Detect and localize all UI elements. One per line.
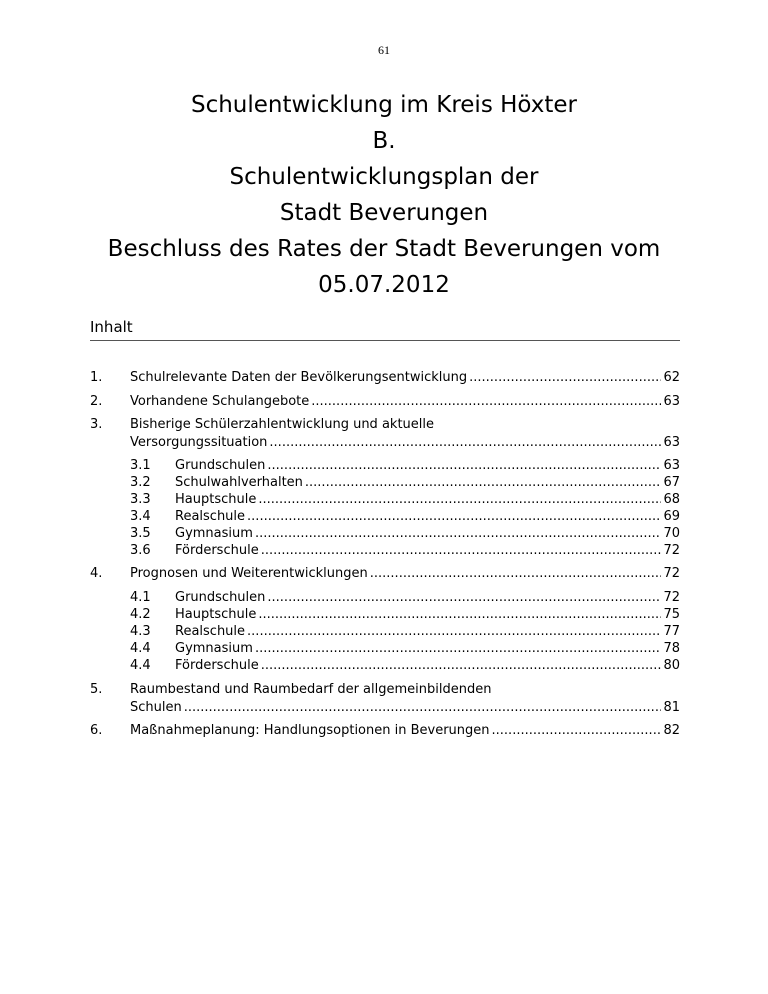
toc-subentry bbox=[90, 640, 680, 658]
title-line: Schulentwicklungsplan der bbox=[229, 164, 539, 190]
toc-title: Vorhandene Schulangebote bbox=[130, 394, 310, 409]
toc-page: 69 bbox=[663, 509, 680, 524]
toc-title-line: Bisherige Schülerzahlentwicklung und aktuelle bbox=[130, 417, 434, 432]
toc-page: 72 bbox=[663, 543, 680, 558]
toc-subentry bbox=[90, 474, 680, 492]
toc-title: Schulwahlverhalten bbox=[175, 475, 303, 490]
toc-page: 81 bbox=[663, 700, 680, 715]
toc-title: Versorgungssituation bbox=[130, 435, 268, 450]
toc-title: Förderschule bbox=[175, 658, 259, 673]
toc-number: 5. bbox=[90, 682, 103, 697]
toc-page: 72 bbox=[663, 566, 680, 581]
toc-subentry bbox=[90, 623, 680, 641]
toc-title: Grundschulen bbox=[175, 590, 266, 605]
toc-entry-continued bbox=[90, 699, 680, 717]
toc-title: Hauptschule bbox=[175, 607, 257, 622]
toc-title: Grundschulen bbox=[175, 458, 266, 473]
title-line: 05.07.2012 bbox=[318, 272, 450, 298]
toc-number: 3.5 bbox=[130, 526, 151, 541]
toc-page: 80 bbox=[663, 658, 680, 673]
title-line: Stadt Beverungen bbox=[279, 200, 489, 226]
toc-entry bbox=[90, 393, 680, 411]
toc-number: 4.4 bbox=[130, 658, 151, 673]
title-line: B. bbox=[372, 128, 396, 154]
toc-number: 3.1 bbox=[130, 458, 151, 473]
toc-number: 3.3 bbox=[130, 492, 151, 507]
toc-title: Realschule bbox=[175, 509, 246, 524]
toc-title: Realschule bbox=[175, 624, 246, 639]
toc-number: 3.4 bbox=[130, 509, 151, 524]
toc-subentry bbox=[90, 491, 680, 509]
toc-subentry bbox=[90, 542, 680, 560]
toc-title: Hauptschule bbox=[175, 492, 257, 507]
toc-page: 63 bbox=[663, 394, 680, 409]
toc-number: 4.2 bbox=[130, 607, 151, 622]
toc-entry bbox=[90, 416, 680, 434]
toc-number: 3.6 bbox=[130, 543, 151, 558]
title-line: Beschluss des Rates der Stadt Beverungen vom bbox=[107, 236, 661, 262]
document-title bbox=[60, 87, 708, 303]
toc-number: 6. bbox=[90, 723, 103, 738]
toc-title: Maßnahmeplanung: Handlungsoptionen in Beverungen bbox=[130, 723, 490, 738]
toc-page: 82 bbox=[663, 723, 680, 738]
toc-page: 63 bbox=[663, 435, 680, 450]
toc-number: 1. bbox=[90, 370, 103, 385]
toc-subentry bbox=[90, 508, 680, 526]
toc-number: 4.1 bbox=[130, 590, 151, 605]
toc-number: 2. bbox=[90, 394, 103, 409]
toc-title: Gymnasium bbox=[175, 526, 253, 541]
toc-page: 70 bbox=[663, 526, 680, 541]
toc-subentry bbox=[90, 457, 680, 475]
toc-subentry bbox=[90, 657, 680, 675]
toc-page: 77 bbox=[663, 624, 680, 639]
toc-title: Förderschule bbox=[175, 543, 259, 558]
toc-page: 78 bbox=[663, 641, 680, 656]
title-line: Schulentwicklung im Kreis Höxter bbox=[190, 92, 578, 118]
toc-entry bbox=[90, 369, 680, 387]
toc-subentry bbox=[90, 606, 680, 624]
toc-subentry bbox=[90, 589, 680, 607]
toc-page: 67 bbox=[663, 475, 680, 490]
toc-number: 4. bbox=[90, 566, 103, 581]
toc-page: 62 bbox=[663, 370, 680, 385]
toc-page: 63 bbox=[663, 458, 680, 473]
toc-heading: Inhalt bbox=[90, 318, 133, 336]
page-number: 61 bbox=[378, 43, 390, 57]
toc-title: Gymnasium bbox=[175, 641, 253, 656]
heading-divider bbox=[90, 340, 680, 341]
toc-number: 3. bbox=[90, 417, 103, 432]
toc-page: 72 bbox=[663, 590, 680, 605]
toc-page: 68 bbox=[663, 492, 680, 507]
toc-number: 4.3 bbox=[130, 624, 151, 639]
toc-title: Prognosen und Weiterentwicklungen bbox=[130, 566, 368, 581]
toc-title: Schulen bbox=[130, 700, 182, 715]
toc-number: 3.2 bbox=[130, 475, 151, 490]
toc-entry-continued bbox=[90, 434, 680, 452]
toc-entry bbox=[90, 722, 680, 740]
toc-entry bbox=[90, 565, 680, 583]
toc-entry bbox=[90, 681, 680, 699]
toc-number: 4.4 bbox=[130, 641, 151, 656]
toc-subentry bbox=[90, 525, 680, 543]
toc-title-line: Raumbestand und Raumbedarf der allgemeinbildenden bbox=[130, 682, 492, 697]
toc-page: 75 bbox=[663, 607, 680, 622]
toc-title: Schulrelevante Daten der Bevölkerungsentwicklung bbox=[130, 370, 468, 385]
